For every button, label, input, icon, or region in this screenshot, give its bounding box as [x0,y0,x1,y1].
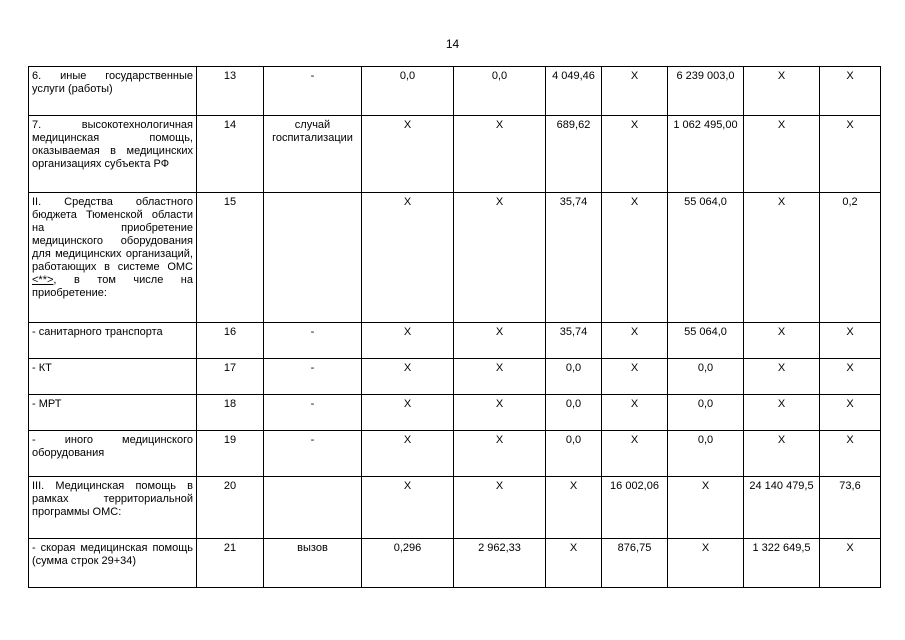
row-cell: Х [820,323,881,359]
row-cell: Х [744,431,820,477]
row-unit: случай госпитализации [264,116,362,193]
row-cell: Х [820,395,881,431]
row-cell: Х [546,539,602,588]
row-cell: 0,0 [454,67,546,116]
row-name: - КТ [29,359,197,395]
row-cell: Х [820,539,881,588]
row-cell: 2 962,33 [454,539,546,588]
row-name: - санитарного транспорта [29,323,197,359]
row-name-text: , в том числе на приобретение: [32,274,193,299]
row-unit: вызов [264,539,362,588]
table-row [29,539,881,588]
row-name [29,193,197,323]
row-cell: Х [454,395,546,431]
row-cell: 0,0 [546,359,602,395]
row-name: III. Медицинская помощь в рамках территориальной программы ОМС: [29,477,197,539]
row-cell: Х [362,323,454,359]
row-unit [264,477,362,539]
row-cell: Х [362,359,454,395]
row-cell: Х [454,359,546,395]
row-cell: Х [602,323,668,359]
row-cell: 35,74 [546,323,602,359]
row-cell: 0,0 [546,431,602,477]
row-name-text: II. Средства областного бюджета Тюменской области на приобретение медицинского оборудования для медицинских организаций, работающих в системе ОМС [32,196,193,273]
row-cell: Х [362,395,454,431]
table-row [29,67,881,116]
row-name: 6. иные государственные услуги (работы) [29,67,197,116]
row-cell: 55 064,0 [668,323,744,359]
table-row [29,193,881,323]
row-cell: 0,0 [668,359,744,395]
row-unit: - [264,323,362,359]
row-cell: Х [744,116,820,193]
row-cell: Х [602,359,668,395]
row-code: 19 [197,431,264,477]
row-cell: Х [668,477,744,539]
row-code: 13 [197,67,264,116]
row-cell: Х [602,116,668,193]
row-cell: Х [744,323,820,359]
row-cell: Х [362,477,454,539]
row-code: 18 [197,395,264,431]
table-row [29,359,881,395]
row-cell: 0,296 [362,539,454,588]
footnote-link[interactable]: <**> [32,274,54,286]
row-unit [264,193,362,323]
row-cell: Х [362,431,454,477]
row-cell: Х [744,395,820,431]
row-cell: Х [744,193,820,323]
row-cell: 1 062 495,00 [668,116,744,193]
row-cell: Х [744,67,820,116]
row-cell: Х [454,116,546,193]
row-cell: 0,2 [820,193,881,323]
row-cell: Х [602,67,668,116]
table-row [29,323,881,359]
row-cell: Х [820,116,881,193]
row-cell: 0,0 [362,67,454,116]
row-cell: Х [454,431,546,477]
row-cell: Х [454,323,546,359]
row-cell: Х [602,193,668,323]
row-cell: 0,0 [546,395,602,431]
row-code: 14 [197,116,264,193]
row-name: 7. высокотехнологичная медицинская помощь, оказываемая в медицинских организациях субъекта РФ [29,116,197,193]
row-code: 17 [197,359,264,395]
table-row [29,431,881,477]
row-name: - иного медицинского оборудования [29,431,197,477]
row-cell: Х [820,67,881,116]
row-cell: Х [744,359,820,395]
row-code: 20 [197,477,264,539]
row-unit: - [264,395,362,431]
table-row [29,395,881,431]
row-code: 16 [197,323,264,359]
row-cell: Х [362,116,454,193]
row-cell: 0,0 [668,395,744,431]
row-cell: 1 322 649,5 [744,539,820,588]
row-cell: 876,75 [602,539,668,588]
row-cell: 16 002,06 [602,477,668,539]
row-cell: Х [820,431,881,477]
row-unit: - [264,67,362,116]
row-cell: Х [820,359,881,395]
row-name: - МРТ [29,395,197,431]
row-cell: 24 140 479,5 [744,477,820,539]
row-code: 21 [197,539,264,588]
row-unit: - [264,359,362,395]
row-cell: Х [602,395,668,431]
row-name: - скорая медицинская помощь (сумма строк 29+34) [29,539,197,588]
row-cell: 689,62 [546,116,602,193]
row-code: 15 [197,193,264,323]
table-row [29,477,881,539]
row-cell: Х [454,477,546,539]
row-cell: Х [668,539,744,588]
row-cell: 4 049,46 [546,67,602,116]
row-cell: 55 064,0 [668,193,744,323]
row-cell: Х [454,193,546,323]
financing-table [28,66,881,588]
row-cell: 0,0 [668,431,744,477]
row-cell: Х [602,431,668,477]
row-cell: 35,74 [546,193,602,323]
row-cell: Х [546,477,602,539]
table-row [29,116,881,193]
row-cell: Х [362,193,454,323]
page-number: 14 [445,37,460,51]
row-unit: - [264,431,362,477]
row-cell: 6 239 003,0 [668,67,744,116]
row-cell: 73,6 [820,477,881,539]
